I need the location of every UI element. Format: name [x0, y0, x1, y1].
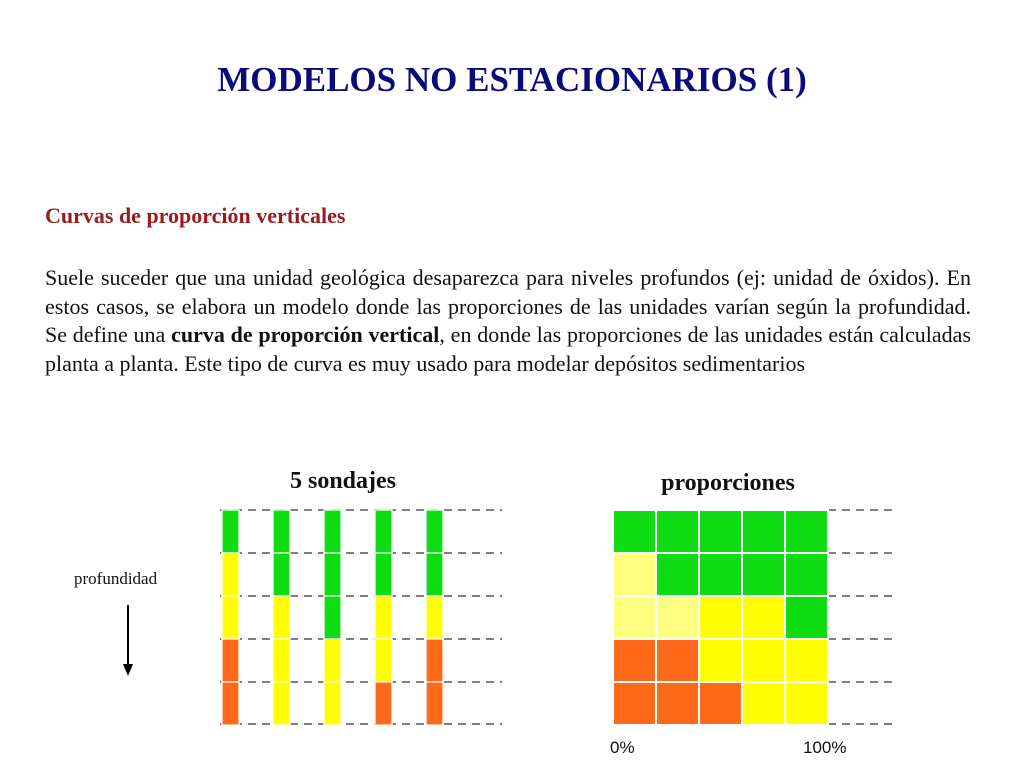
sondaje-cell [426, 639, 443, 682]
proporcion-cell [613, 639, 656, 682]
proporcion-cell [699, 510, 742, 553]
proporcion-cell [613, 510, 656, 553]
sondaje-cell [222, 553, 239, 596]
sondajes-level-lines [220, 510, 502, 724]
sondaje-cell [426, 596, 443, 639]
sondaje-cell [324, 596, 341, 639]
proporcion-cell [656, 596, 699, 639]
proporciones-level-lines [828, 510, 898, 724]
proporcion-cell [699, 553, 742, 596]
sondaje-cell [375, 553, 392, 596]
paragraph-bold-term: curva de proporción vertical [171, 322, 440, 348]
sondaje-cell [273, 553, 290, 596]
sondajes-label: 5 sondajes [289, 468, 397, 494]
proporcion-cell [742, 682, 785, 725]
page-title: MODELOS NO ESTACIONARIOS (1) [217, 60, 807, 99]
proporcion-cell [613, 682, 656, 725]
proporcion-cell [613, 596, 656, 639]
proporcion-cell [742, 639, 785, 682]
sondaje-cell [273, 682, 290, 725]
proporcion-cell [785, 639, 828, 682]
proporcion-cell [613, 553, 656, 596]
section-subtitle: Curvas de proporción verticales [45, 203, 346, 228]
proporcion-cell [656, 553, 699, 596]
sondaje-cell [273, 639, 290, 682]
sondaje-cell [324, 553, 341, 596]
proporcion-cell [785, 553, 828, 596]
proporcion-cell [742, 510, 785, 553]
sondaje-cell [324, 510, 341, 553]
axis-min-label: 0% [610, 738, 635, 757]
depth-arrow-icon [123, 605, 133, 676]
sondaje-cell [426, 510, 443, 553]
proporcion-cell [699, 639, 742, 682]
sondaje-cell [375, 682, 392, 725]
proporcion-cell [656, 510, 699, 553]
proporcion-cell [742, 553, 785, 596]
profundidad-label: profundidad [74, 569, 158, 588]
proporcion-cell [699, 682, 742, 725]
sondaje-cell [324, 682, 341, 725]
proporcion-cell [656, 639, 699, 682]
sondaje-cell [222, 639, 239, 682]
proporcion-cell [699, 596, 742, 639]
sondaje-cell [222, 596, 239, 639]
sondaje-cell [426, 553, 443, 596]
sondaje-cell [426, 682, 443, 725]
proporcion-cell [785, 596, 828, 639]
proporcion-cell [785, 682, 828, 725]
proporciones-label: proporciones [661, 470, 795, 496]
sondaje-cell [222, 510, 239, 553]
sondaje-cell [375, 596, 392, 639]
proporcion-cell [656, 682, 699, 725]
sondaje-cell [273, 510, 290, 553]
proporciones-grid [613, 510, 828, 725]
sondajes-columns [222, 510, 443, 725]
sondaje-cell [222, 682, 239, 725]
proporcion-cell [742, 596, 785, 639]
paragraph-text-1: Suele suceder que una unidad geológica desaparezca para niveles profundos (ej: unidad de óxidos). En estos casos, se elabora un modelo donde las proporciones de las unidades varían según la profundidad. Se define una [45, 265, 971, 348]
sondaje-cell [375, 639, 392, 682]
paragraph-text-2: , en donde las proporciones de las unidades están calculadas planta a planta. Este tipo de curva es muy usado para modelar depósitos sedimentarios [45, 322, 972, 377]
proporcion-cell [785, 510, 828, 553]
axis-max-label: 100% [803, 738, 847, 757]
sondaje-cell [375, 510, 392, 553]
sondaje-cell [273, 596, 290, 639]
sondaje-cell [324, 639, 341, 682]
